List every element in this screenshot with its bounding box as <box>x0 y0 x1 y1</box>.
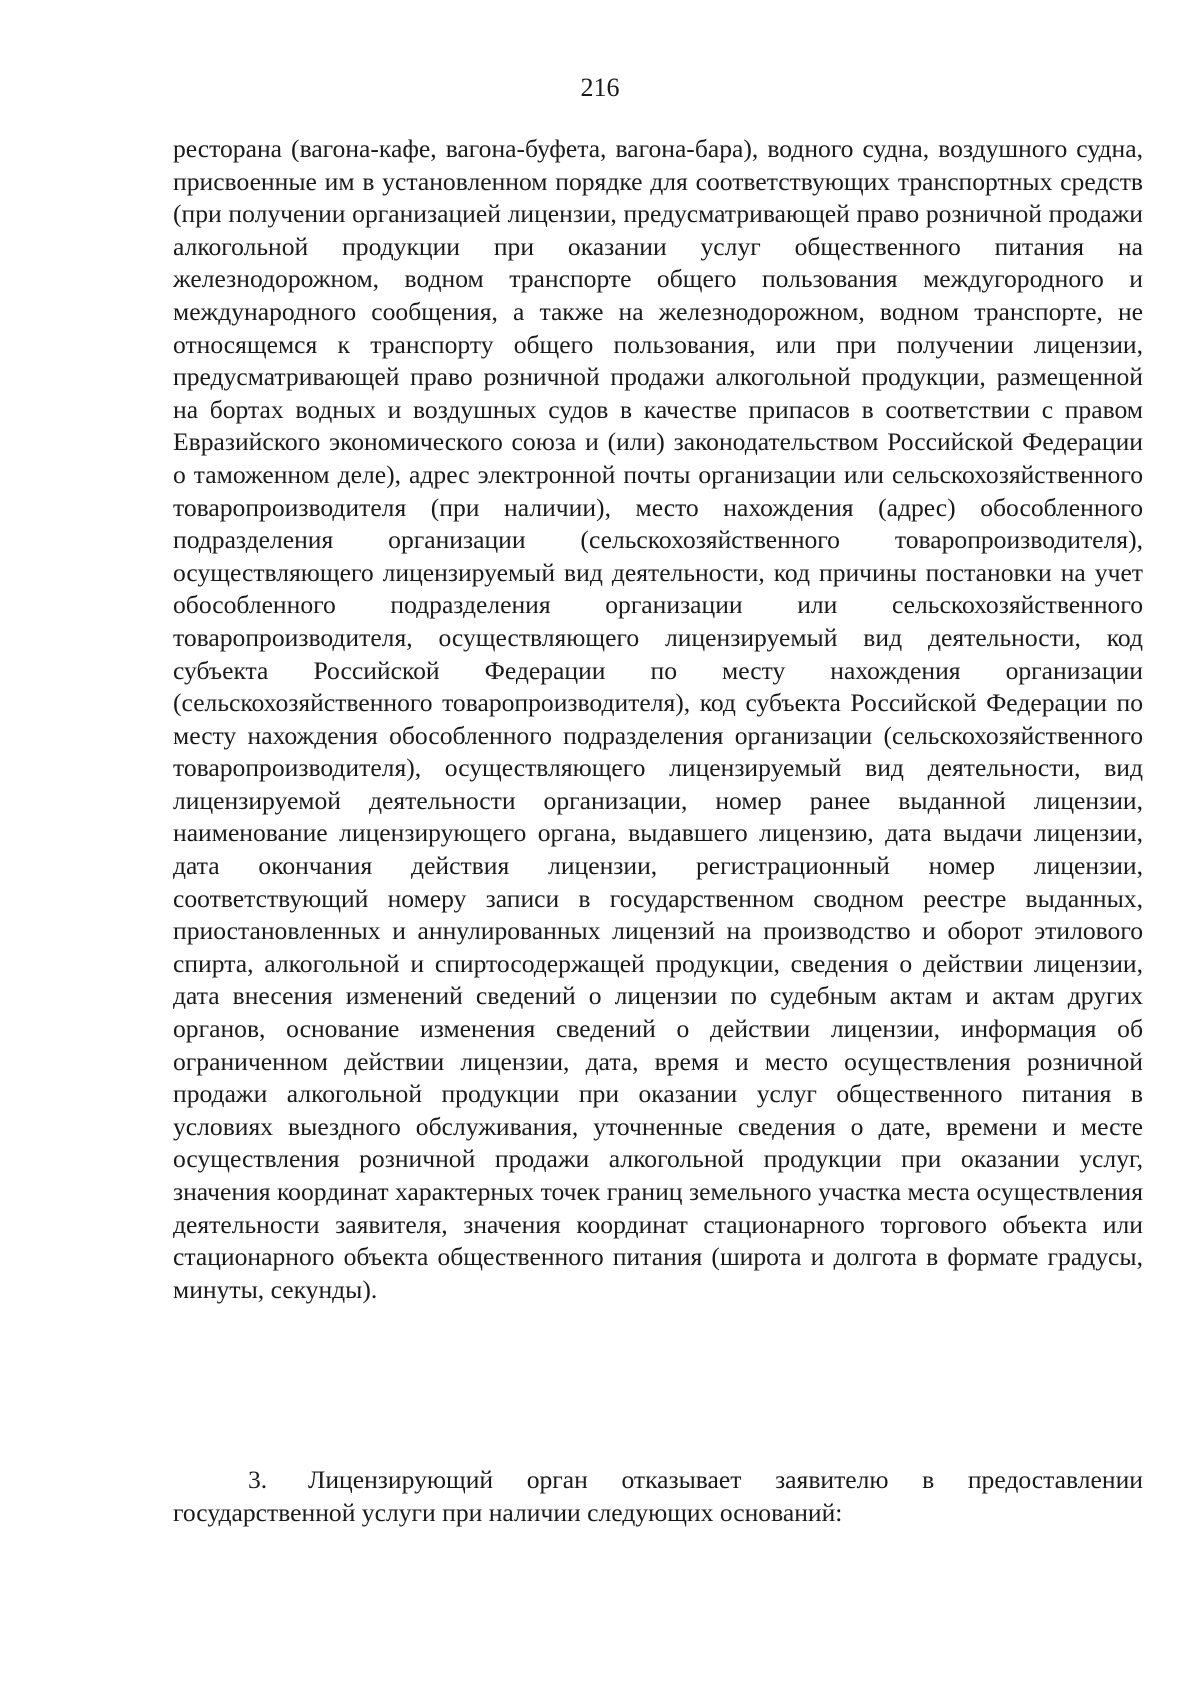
item-3-number: 3. <box>248 1465 268 1494</box>
item-3-text: Лицензирующий орган отказывает заявителю в предоставлении государственной услуги при наличии следующих оснований: <box>173 1465 1143 1527</box>
continuation-paragraph: ресторана (вагона-кафе, вагона-буфета, вагона-бара), водного судна, воздушного судна, присвоенные им в установленном порядке для соответствующих транспортных средств (при получении организацией лицензии, предусматривающей право розничной продажи алкогольной продукции при оказании услуг общественного питания на железнодорожном, водном транспорте общего пользования междугородного и международного сообщения, а также на железнодорожном, водном транспорте, не относящемся к транспорту общего пользования, или при получении лицензии, предусматривающей право розничной продажи алкогольной продукции, размещенной на бортах водных и воздушных судов в качестве припасов в соответствии с правом Евразийского экономического союза и (или) законодательством Российской Федерации о таможенном деле), адрес электронной почты организации или сельскохозяйственного товаропроизводителя (при наличии), место нахождения (адрес) обособленного подразделения организации (сельскохозяйственного товаропроизводителя), осуществляющего лицензируемый вид деятельности, код причины постановки на учет обособленного подразделения организации или сельскохозяйственного товаропроизводителя, осуществляющего лицензируемый вид деятельности, код субъекта Российской Федерации по месту нахождения организации (сельскохозяйственного товаропроизводителя), код субъекта Российской Федерации по месту нахождения обособленного подразделения организации (сельскохозяйственного товаропроизводителя), осуществляющего лицензируемый вид деятельности, вид лицензируемой деятельности организации, номер ранее выданной лицензии, наименование лицензирующего органа, выдавшего лицензию, дата выдачи лицензии, дата окончания действия лицензии, регистрационный номер лицензии, соответствующий номеру записи в государственном сводном реестре выданных, приостановленных и аннулированных лицензий на производство и оборот этилового спирта, алкогольной и спиртосодержащей продукции, сведения о действии лицензии, дата внесения изменений сведений о лицензии по судебным актам и актам других органов, основание изменения сведений о действии лицензии, информация об ограниченном действии лицензии, дата, время и место осуществления розничной продажи алкогольной продукции при оказании услуг общественного питания в условиях выездного обслуживания, уточненные сведения о дате, времени и месте осуществления розничной продажи алкогольной продукции при оказании услуг, значения координат характерных точек границ земельного участка места осуществления деятельности заявителя, значения координат стационарного торгового объекта или стационарного объекта общественного питания (широта и долгота в формате градусы, минуты, секунды). <box>173 134 1143 1304</box>
item-3-paragraph <box>173 1464 1143 1529</box>
page-number: 216 <box>580 73 620 102</box>
